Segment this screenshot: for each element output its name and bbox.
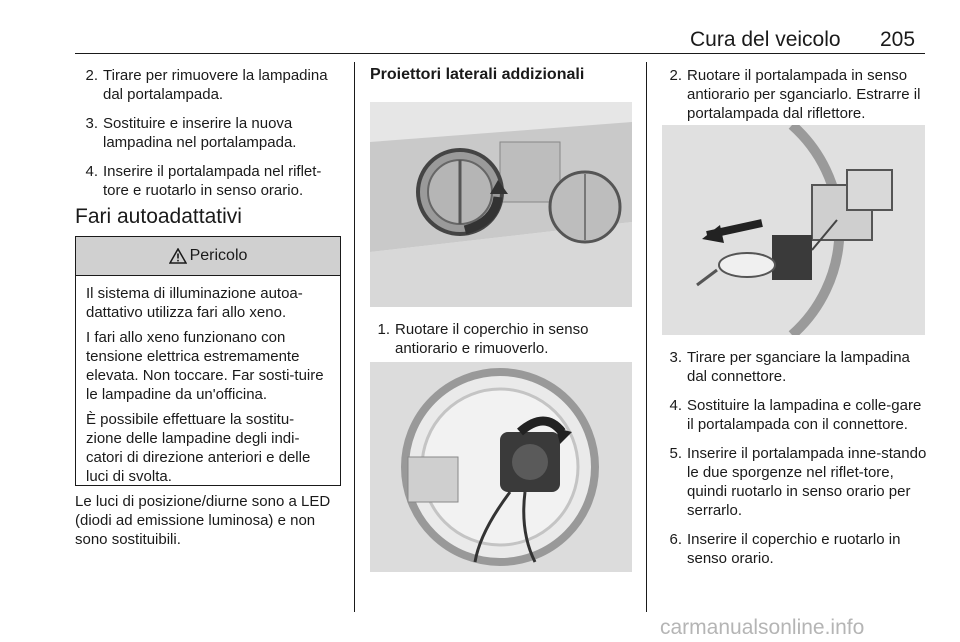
warning-title: Pericolo <box>189 247 248 264</box>
header-rule <box>75 53 925 54</box>
page-header-title: Cura del veicolo <box>690 28 841 51</box>
step-number: 4. <box>85 163 98 180</box>
list-item <box>78 162 340 200</box>
warning-body <box>76 276 340 500</box>
step-text: Sostituire e inserire la nuova lampadina nel portalampada. <box>103 115 297 151</box>
column-divider-1 <box>354 62 355 612</box>
steps-list-col1 <box>78 66 340 200</box>
steps-list-col3-top <box>662 66 927 123</box>
step-text: Inserire il coperchio e ruotarlo in senso orario. <box>687 531 901 567</box>
column-2-steps <box>370 320 632 368</box>
list-item <box>78 66 340 104</box>
step-number: 1. <box>377 321 390 338</box>
list-item <box>662 396 930 434</box>
list-item <box>78 114 340 152</box>
step-text: Inserire il portalampada nel riflet-tore e ruotarlo in senso orario. <box>103 163 322 199</box>
warning-header <box>76 237 340 276</box>
step-text: Tirare per sganciare la lampadina dal connettore. <box>687 349 910 385</box>
list-item <box>662 530 930 568</box>
column-3-bottom <box>662 348 930 578</box>
lamp-holder-image <box>370 362 632 572</box>
step-text: Sostituire la lampadina e colle-gare il portalampada con il connettore. <box>687 397 922 433</box>
bulb-removal-image <box>662 125 925 335</box>
step-number: 4. <box>669 397 682 414</box>
steps-list-col2 <box>370 320 632 358</box>
column-1 <box>78 66 340 210</box>
list-item <box>370 320 632 358</box>
step-number: 6. <box>669 531 682 548</box>
warning-paragraph: È possibile effettuare la sostitu-zione delle lampadine degli indi-catori di direzione anteriori e delle luci di svolta. <box>86 411 311 485</box>
list-item <box>662 348 930 386</box>
warning-box <box>75 236 341 486</box>
watermark: carmanualsonline.info <box>660 616 865 639</box>
headlamp-cover-image <box>370 102 632 307</box>
warning-paragraph: I fari allo xeno funzionano con tensione elettrica estremamente elevata. Non toccare. Far sosti-tuire le lampadine da un'officina. <box>86 329 324 403</box>
column-3-top <box>662 66 927 133</box>
warning-paragraph: Il sistema di illuminazione autoa-dattativo utilizza fari allo xeno. <box>86 285 303 321</box>
page-number: 205 <box>880 28 916 51</box>
column-divider-2 <box>646 62 647 612</box>
led-note: Le luci di posizione/diurne sono a LED (diodi ad emissione luminosa) e non sono sostituibili. <box>75 493 331 548</box>
steps-list-col3-bottom <box>662 348 930 568</box>
step-number: 2. <box>85 67 98 84</box>
step-text: Ruotare il coperchio in senso antiorario e rimuoverlo. <box>395 321 589 357</box>
step-text: Tirare per rimuovere la lampadina dal portalampada. <box>103 67 328 103</box>
list-item <box>662 444 930 520</box>
step-number: 5. <box>669 445 682 462</box>
step-text: Inserire il portalampada inne-stando le due sporgenze nel riflet-tore, quindi ruotarlo in senso orario per serrarlo. <box>687 445 927 519</box>
section-title: Fari autoadattativi <box>75 205 242 228</box>
step-number: 2. <box>669 67 682 84</box>
warning-triangle-icon <box>169 248 187 264</box>
step-number: 3. <box>669 349 682 366</box>
step-number: 3. <box>85 115 98 132</box>
step-text: Ruotare il portalampada in senso antiorario per sganciarlo. Estrarre il portalampada dal riflettore. <box>687 67 921 122</box>
subheading: Proiettori laterali addizionali <box>370 66 585 83</box>
list-item <box>662 66 927 123</box>
